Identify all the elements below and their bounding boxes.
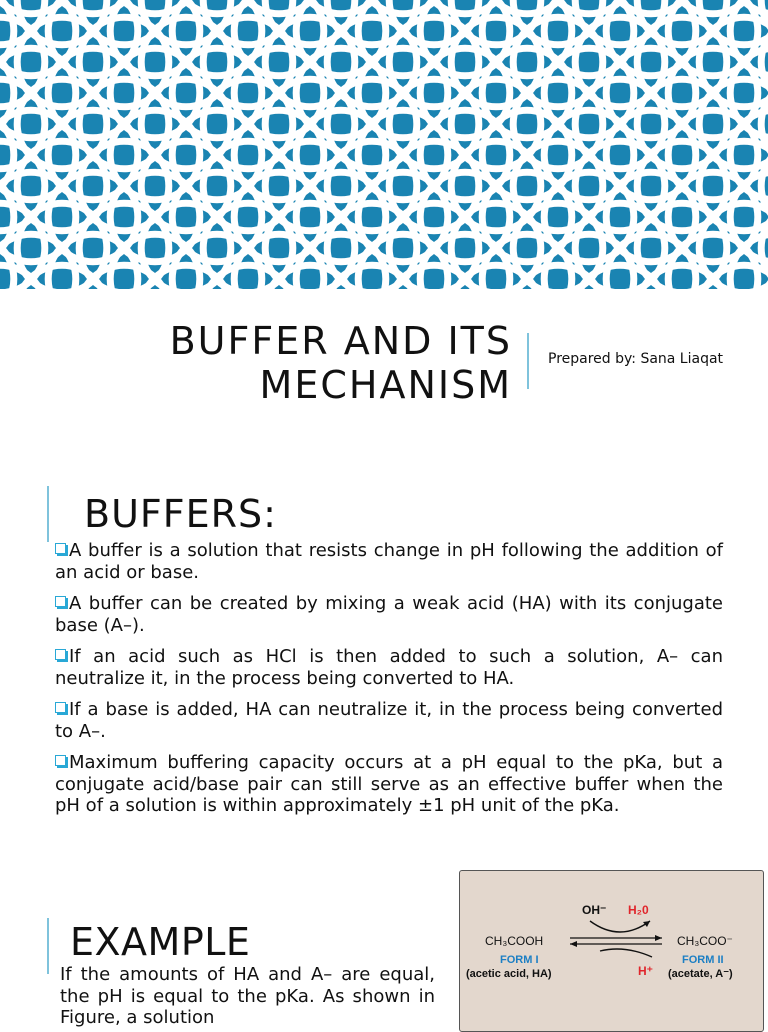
acetic-acid-formula: CH₃COOH [485,934,544,948]
buffer-equilibrium-figure [459,870,764,1032]
buffers-heading: BUFFERS: [84,492,277,536]
form-2-label: FORM II [682,954,724,966]
checkbox-bullet-icon [55,702,66,713]
checkbox-bullet-icon [55,543,66,554]
water-label: H₂0 [628,903,649,917]
arrowhead-icon [570,941,577,947]
title-line-2: MECHANISM [259,363,512,407]
decorative-banner [0,0,768,289]
form-1-label: FORM I [500,954,539,966]
example-text: If the amounts of HA and A– are equal, the pH is equal to the pKa. As shown in Figure, a solution [60,964,435,1028]
buffers-section [0,470,768,860]
circle-lattice-pattern [0,0,768,289]
heading-accent-bar [47,486,49,542]
example-section [0,870,768,1028]
title-line-1: BUFFER AND ITS [169,319,512,363]
acetate-formula: CH₃COO⁻ [677,934,733,948]
list-item [55,646,723,689]
equilibrium-diagram [460,871,763,1031]
form-1-description: (acetic acid, HA) [466,968,552,980]
title-section [0,289,768,459]
list-item [55,593,723,636]
curved-arrow-bottom [600,949,652,957]
bullet-text: Maximum buffering capacity occurs at a pH equal to the pKa, but a conjugate acid/base pair can still serve as an effective buffer when the pH of a solution is within approximately ±1 pH unit of the pKa. [55,752,723,816]
bullet-text: A buffer can be created by mixing a weak acid (HA) with its conjugate base (A–). [55,593,723,636]
hydrogen-ion-label: H⁺ [638,964,653,978]
checkbox-bullet-icon [55,649,66,660]
list-item [55,540,723,583]
bullet-text: A buffer is a solution that resists change in pH following the addition of an acid or base. [55,540,723,583]
arrowhead-icon [643,921,650,927]
prepared-by-label: Prepared by: Sana Liaqat [548,351,724,367]
curved-arrow-top [590,921,650,932]
title-divider [527,333,529,389]
list-item [55,699,723,742]
bullet-text: If an acid such as HCl is then added to such a solution, A– can neutralize it, in the process being converted to HA. [55,646,723,689]
form-2-description: (acetate, A⁻) [668,968,733,980]
checkbox-bullet-icon [55,596,66,607]
buffer-bullet-list [55,540,723,827]
arrowhead-icon [655,935,662,941]
checkbox-bullet-icon [55,755,66,766]
list-item [55,752,723,817]
presentation-title [52,319,512,407]
hydroxide-label: OH⁻ [582,903,607,917]
heading-accent-bar [47,918,49,974]
bullet-text: If a base is added, HA can neutralize it, in the process being converted to A–. [55,699,723,742]
example-heading: EXAMPLE [70,920,251,964]
